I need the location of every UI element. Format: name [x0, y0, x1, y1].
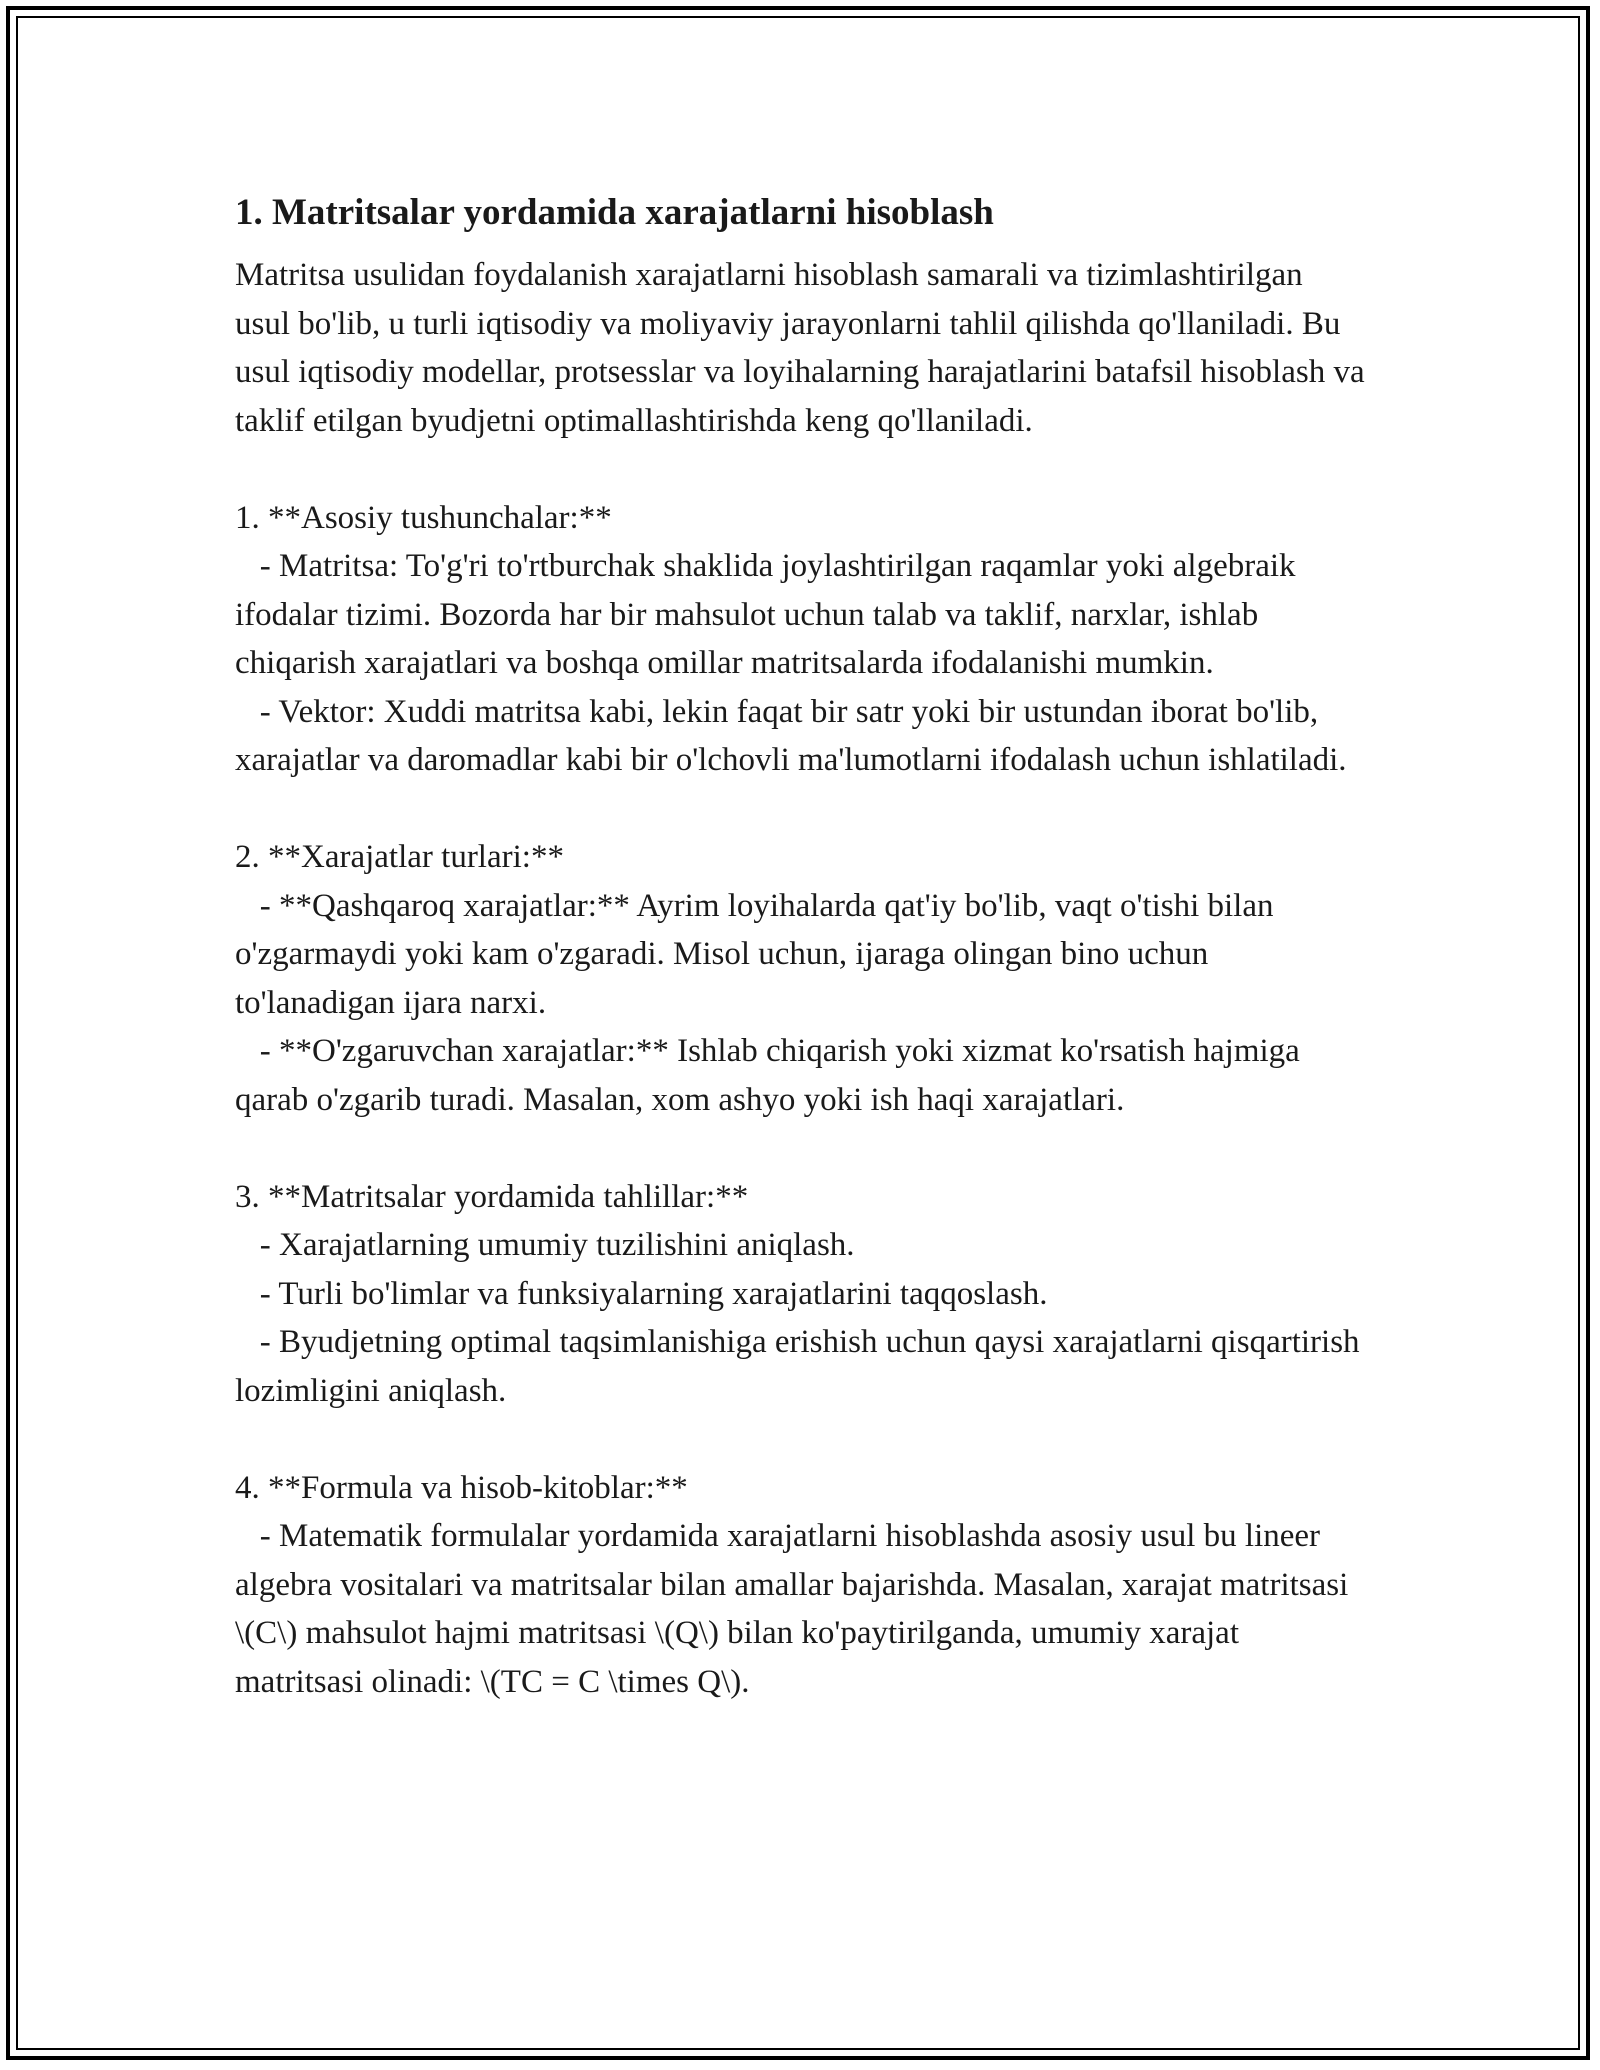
spacer	[235, 785, 1365, 834]
section-item: - **Qashqaroq xarajatlar:** Ayrim loyihalarda qat'iy bo'lib, vaqt o'tishi bilan o'zgarmaydi yoki kam o'zgaradi. Misol uchun, ijaraga olingan bino uchun to'lanadigan ijara narxi.	[235, 887, 1282, 1021]
section-item: - Matematik formulalar yordamida xarajatlarni hisoblashda asosiy usul bu lineer algebra vositalari va matritsalar bilan amallar bajarishda. Masalan, xarajat matritsasi \(C\) mahsulot hajmi matritsasi \(Q\) bilan ko'paytirilganda, umumiy xarajat matritsasi olinadi: \(TC = C \times Q\).	[235, 1518, 1357, 1700]
section-item: - Turli bo'limlar va funksiyalarning xarajatlarini taqqoslash.	[235, 1275, 1048, 1312]
section-heading: 4. **Formula va hisob-kitoblar:**	[235, 1469, 688, 1506]
spacer	[235, 445, 1365, 494]
intro-paragraph: Matritsa usulidan foydalanish xarajatlarni hisoblash samarali va tizimlashtirilgan usul bo'lib, u turli iqtisodiy va moliyaviy jarayonlarni tahlil qilishda qo'llaniladi. Bu usul iqtisodiy modellar, protsesslar va loyihalarning harajatlarini batafsil hisoblash va taklif etilgan byudjetni optimallashtirishda keng qo'llaniladi.	[235, 257, 1373, 439]
section-heading: 1. **Asosiy tushunchalar:**	[235, 499, 612, 536]
section-2	[235, 833, 1365, 1124]
section-heading: 3. **Matritsalar yordamida tahlillar:**	[235, 1178, 749, 1215]
document-body	[235, 183, 1373, 1706]
section-item: - Vektor: Xuddi matritsa kabi, lekin faqat bir satr yoki bir ustundan iborat bo'lib, xarajatlar va daromadlar kabi bir o'lchovli ma'lumotlarni ifodalash uchun ishlatiladi.	[235, 693, 1347, 778]
section-4	[235, 1464, 1365, 1707]
section-item: - Byudjetning optimal taqsimlanishiga erishish uchun qaysi xarajatlarni qisqartirish lozimligini aniqlash.	[235, 1324, 1368, 1409]
spacer	[235, 1124, 1365, 1173]
section-1	[235, 494, 1365, 785]
section-item: - Xarajatlarning umumiy tuzilishini aniqlash.	[235, 1227, 855, 1263]
section-item: - **O'zgaruvchan xarajatlar:** Ishlab chiqarish yoki xizmat ko'rsatish hajmiga qarab o'zgarib turadi. Masalan, xom ashyo yoki ish haqi xarajatlari.	[235, 1033, 1309, 1118]
document-title: 1. Matritsalar yordamida xarajatlarni hisoblash	[235, 192, 994, 233]
spacer	[235, 1415, 1365, 1464]
section-3	[235, 1173, 1368, 1416]
section-heading: 2. **Xarajatlar turlari:**	[235, 839, 564, 875]
section-item: - Matritsa: To'g'ri to'rtburchak shaklida joylashtirilgan raqamlar yoki algebraik ifodalar tizimi. Bozorda har bir mahsulot uchun talab va taklif, narxlar, ishlab chiqarish xarajatlari va boshqa omillar matritsalarda ifodalanishi mumkin.	[235, 548, 1304, 681]
